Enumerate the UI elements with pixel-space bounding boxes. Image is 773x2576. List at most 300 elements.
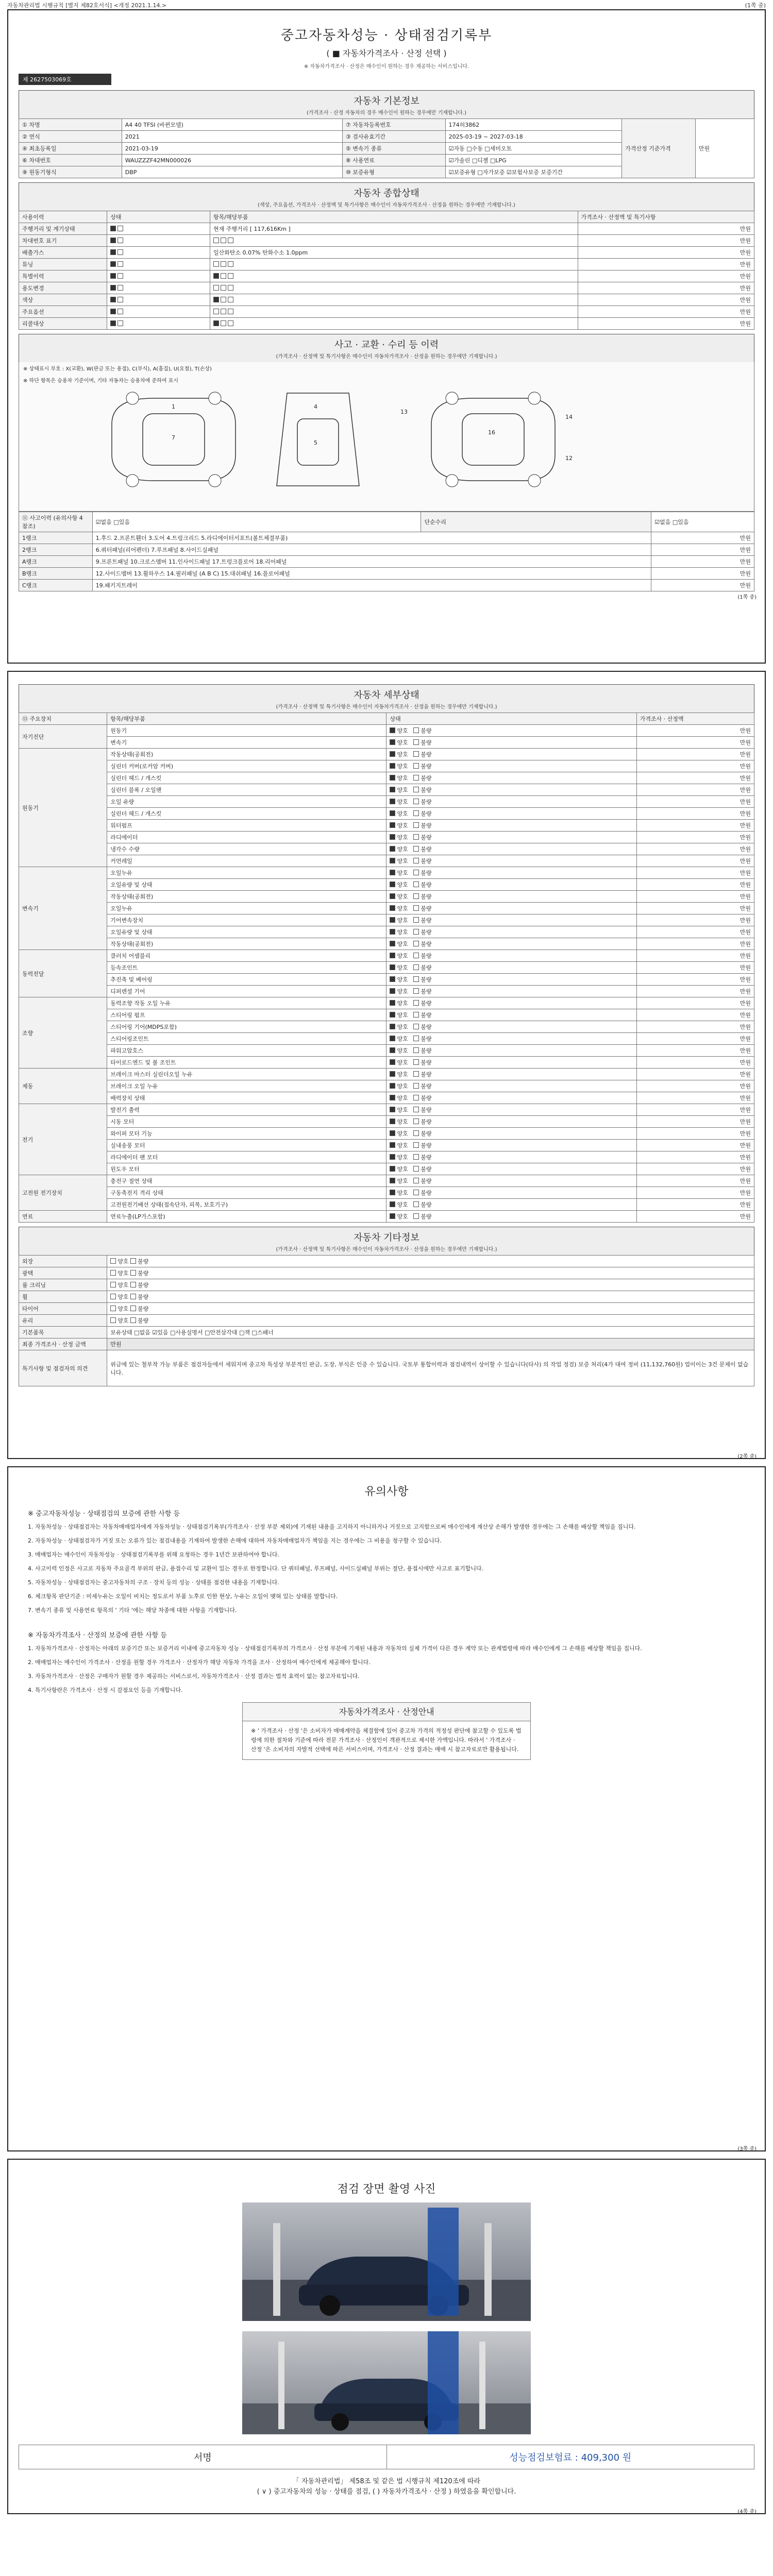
detail-table: [19, 713, 754, 1223]
state-good: 양호: [397, 1166, 408, 1173]
accident-parts: 12.사이드멤버 13.휠하우스 14.필러패널 (A B C) 15.대쉬패널 16.플로어패널: [92, 568, 651, 580]
detail-unit: 만원: [636, 891, 754, 903]
checkbox-icon[interactable]: [413, 941, 419, 946]
checkbox-icon[interactable]: [130, 1270, 136, 1276]
state-bad: 불량: [421, 1047, 432, 1054]
total-label: 최종 가격조사 · 산정 금액: [19, 1338, 107, 1350]
checkbox-icon[interactable]: [390, 846, 395, 852]
checkbox-icon[interactable]: [390, 787, 395, 792]
state-bad: 불량: [138, 1258, 149, 1265]
state-good: 양호: [117, 1282, 129, 1289]
notice-item: 3. 자동차가격조사 · 산정은 구매자가 원할 경우 제공하는 서비스로서, 자동차가격조사 · 산정 결과는 법적 효력이 없는 참고자료입니다.: [28, 1673, 360, 1680]
checkbox-icon[interactable]: [413, 822, 419, 828]
checkbox-icon[interactable]: [390, 763, 395, 769]
checkbox-icon[interactable]: [110, 249, 116, 255]
detail-row: [19, 843, 754, 855]
form-reference: 자동차관리법 시행규칙 [별지 제82호서식] <개정 2021.1.14.>: [7, 2, 167, 9]
state-bad: 불량: [421, 1107, 432, 1113]
checkbox-icon[interactable]: [390, 751, 395, 757]
checkbox-icon[interactable]: [110, 226, 116, 231]
checkbox-icon[interactable]: [110, 1306, 116, 1311]
detail-unit: 만원: [636, 1175, 754, 1187]
checkbox-icon[interactable]: [413, 1083, 419, 1089]
checkbox-icon[interactable]: [413, 1107, 419, 1112]
detail-row: [19, 1104, 754, 1116]
checkbox-icon[interactable]: [228, 297, 233, 302]
detail-item: 와이퍼 모터 기능: [107, 1128, 386, 1140]
checkbox-icon[interactable]: [413, 1118, 419, 1124]
checkbox-icon[interactable]: [390, 799, 395, 804]
detail-row: [19, 974, 754, 986]
checkbox-icon[interactable]: [110, 261, 116, 267]
accident-note: ※ 하단 항목은 승용차 기준이며, 기타 자동차는 승용차에 준하여 표시: [23, 378, 178, 384]
detail-unit: 만원: [636, 1140, 754, 1151]
checkbox-icon[interactable]: [413, 799, 419, 804]
checkbox-icon[interactable]: [110, 285, 116, 291]
checkbox-icon[interactable]: [413, 775, 419, 781]
car-lift-photo-icon: [242, 2331, 531, 2434]
checkbox-icon[interactable]: [390, 976, 395, 982]
checkbox-icon[interactable]: [130, 1282, 136, 1287]
checkbox-icon[interactable]: [390, 858, 395, 863]
checkbox-icon[interactable]: [390, 834, 395, 840]
page-4-number: (4쪽 중): [737, 2509, 757, 2515]
checkbox-icon[interactable]: [413, 1012, 419, 1018]
detail-unit: 만원: [636, 749, 754, 760]
checkbox-icon[interactable]: [213, 320, 219, 326]
checkbox-icon[interactable]: [110, 273, 116, 279]
state-bad: 불량: [421, 858, 432, 865]
detail-row: [19, 1092, 754, 1104]
checkbox-icon[interactable]: [130, 1258, 136, 1264]
checkbox-icon[interactable]: [413, 1036, 419, 1041]
detail-unit: 만원: [636, 796, 754, 808]
state-good: 양호: [397, 739, 408, 746]
checkbox-icon[interactable]: [213, 261, 219, 267]
checkbox-icon[interactable]: [390, 1059, 395, 1065]
checkbox-icon[interactable]: [228, 309, 233, 314]
accident-q2: 단순수리: [421, 512, 651, 532]
basic-value: 2021-03-19: [122, 143, 342, 155]
checkbox-icon[interactable]: [110, 1317, 116, 1323]
detail-unit: 만원: [636, 926, 754, 938]
state-good: 양호: [397, 1012, 408, 1019]
checkbox-icon[interactable]: [413, 1201, 419, 1207]
detail-item: 스티어링 펌프: [107, 1009, 386, 1021]
summary-col-header: 항목/해당부품: [210, 211, 578, 223]
detail-row: [19, 1211, 754, 1223]
checkbox-icon[interactable]: [130, 1317, 136, 1323]
checkbox-icon[interactable]: [413, 1130, 419, 1136]
checkbox-icon[interactable]: [413, 1024, 419, 1029]
checkbox-icon[interactable]: [110, 1282, 116, 1287]
legal-footer: [8, 2469, 765, 2501]
checkbox-icon[interactable]: [110, 238, 116, 243]
accident-rank: A랭크: [19, 556, 93, 568]
detail-unit: 만원: [636, 1021, 754, 1033]
detail-item: 타이로드엔드 및 볼 조인트: [107, 1057, 386, 1069]
state-bad: 불량: [138, 1317, 149, 1324]
detail-item: 발전기 출력: [107, 1104, 386, 1116]
detail-item: 라디에이터: [107, 832, 386, 843]
checkbox-icon[interactable]: [390, 1024, 395, 1029]
checkbox-icon[interactable]: [130, 1294, 136, 1299]
detail-item: 워터펌프: [107, 820, 386, 832]
insurance-fee: 성능점검보험료 : 409,300 원: [386, 2445, 754, 2469]
state-bad: 불량: [138, 1270, 149, 1277]
checkbox-icon[interactable]: [221, 320, 226, 326]
detail-unit: 만원: [636, 1045, 754, 1057]
checkbox-icon[interactable]: [221, 285, 226, 291]
checkbox-icon[interactable]: [390, 822, 395, 828]
state-bad: 불량: [421, 941, 432, 947]
summary-row: [19, 306, 754, 318]
state-bad: 불량: [421, 964, 432, 971]
state-bad: 불량: [421, 1142, 432, 1149]
checkbox-icon[interactable]: [228, 238, 233, 243]
tools-label: 기본품목: [19, 1327, 107, 1338]
checkbox-icon[interactable]: [390, 953, 395, 958]
checkbox-icon[interactable]: [390, 1036, 395, 1041]
checkbox-icon[interactable]: [390, 1130, 395, 1136]
detail-row: [19, 772, 754, 784]
state-good: 양호: [397, 1130, 408, 1137]
checkbox-icon[interactable]: [390, 941, 395, 946]
checkbox-icon[interactable]: [413, 1047, 419, 1053]
detail-col-header: ⑬ 주요장치: [19, 713, 107, 725]
detail-subtitle: (가격조사 · 산정액 및 특기사항은 매수인이 자동차가격조사 · 산정을 원하는 경우에만 기재합니다.): [276, 704, 497, 710]
checkbox-icon[interactable]: [390, 1083, 395, 1089]
price-basis-label: 가격산정 기준가격: [622, 119, 696, 178]
checkbox-icon[interactable]: [221, 273, 226, 279]
checkbox-icon[interactable]: [390, 810, 395, 816]
checkbox-icon[interactable]: [117, 309, 123, 314]
special-label: 특기사항 및 점검자의 의견: [19, 1350, 107, 1386]
checkbox-icon[interactable]: [413, 1154, 419, 1160]
basic-label: ⑦ 자동차등록번호: [342, 119, 445, 131]
detail-item: 작동상태(공회전): [107, 891, 386, 903]
detail-row: [19, 1033, 754, 1045]
checkbox-icon[interactable]: [390, 1190, 395, 1195]
checkbox-icon[interactable]: [390, 905, 395, 911]
other-table: [19, 1255, 754, 1386]
checkbox-icon[interactable]: [117, 238, 123, 243]
checkbox-icon[interactable]: [117, 226, 123, 231]
checkbox-icon[interactable]: [390, 727, 395, 733]
detail-title: 자동차 세부상태: [354, 690, 419, 701]
checkbox-icon[interactable]: [221, 238, 226, 243]
detail-item: 실린더 헤드 / 개스킷: [107, 808, 386, 820]
page-2: [7, 671, 766, 1459]
other-item: 타이어: [19, 1303, 107, 1315]
checkbox-icon[interactable]: [117, 249, 123, 255]
detail-item: 등속조인트: [107, 962, 386, 974]
detail-row: [19, 725, 754, 737]
basic-label: ⑨ 원동기형식: [19, 166, 122, 178]
state-bad: 불량: [421, 1095, 432, 1101]
checkbox-icon[interactable]: [213, 297, 219, 302]
detail-item: 오일유량 및 상태: [107, 879, 386, 891]
checkbox-icon[interactable]: [390, 775, 395, 781]
detail-row: [19, 1057, 754, 1069]
document-subtitle: ( ■ 자동차가격조사 · 산정 선택 ): [326, 48, 447, 58]
price-guide-box: [242, 1702, 531, 1760]
accident-part-row: [19, 532, 754, 544]
other-row: [19, 1315, 754, 1327]
checkbox-icon[interactable]: [390, 929, 395, 935]
checkbox-icon[interactable]: [110, 1270, 116, 1276]
checkbox-icon[interactable]: [390, 1000, 395, 1006]
checkbox-icon[interactable]: [390, 1142, 395, 1148]
checkbox-icon[interactable]: [213, 309, 219, 314]
detail-col-header: 상태: [386, 713, 636, 725]
detail-unit: 만원: [636, 855, 754, 867]
checkbox-icon[interactable]: [390, 1095, 395, 1100]
checkbox-icon[interactable]: [390, 1012, 395, 1018]
emission-value: 일산화탄소 0.07% 탄화수소 1.0ppm: [213, 249, 308, 256]
checkbox-icon[interactable]: [117, 297, 123, 302]
car-outline-icon: [81, 378, 699, 501]
state-bad: 불량: [421, 1012, 432, 1019]
state-good: 양호: [397, 822, 408, 829]
detail-row: [19, 1163, 754, 1175]
checkbox-icon[interactable]: [213, 238, 219, 243]
svg-text:5: 5: [314, 439, 317, 446]
checkbox-icon[interactable]: [213, 273, 219, 279]
summary-item: 튜닝: [19, 259, 107, 270]
basic-label: ⑥ 차대번호: [19, 155, 122, 166]
detail-item: 작동상태(공회전): [107, 938, 386, 950]
checkbox-icon[interactable]: [110, 309, 116, 314]
detail-group: 고전원 전기장치: [19, 1175, 107, 1211]
state-bad: 불량: [138, 1282, 149, 1289]
checkbox-icon[interactable]: [413, 1000, 419, 1006]
checkbox-icon[interactable]: [413, 1142, 419, 1148]
state-bad: 불량: [421, 929, 432, 936]
price-guide-title: 자동차가격조사 · 산정안내: [243, 1703, 530, 1721]
state-good: 양호: [397, 858, 408, 865]
detail-unit: 만원: [636, 879, 754, 891]
basic-label: ① 차명: [19, 119, 122, 131]
accident-rank: 1랭크: [19, 532, 93, 544]
checkbox-icon[interactable]: [413, 1178, 419, 1183]
checkbox-icon[interactable]: [390, 870, 395, 875]
state-bad: 불량: [138, 1306, 149, 1312]
basic-value: ☑보증유형 □자가보증 ☑보험사보증 보증기간: [445, 166, 622, 178]
detail-group: 전기: [19, 1104, 107, 1175]
accident-rank: B랭크: [19, 568, 93, 580]
inspection-photo-1: [242, 2202, 531, 2321]
checkbox-icon[interactable]: [130, 1306, 136, 1311]
checkbox-icon[interactable]: [390, 739, 395, 745]
detail-item: 오일누유: [107, 903, 386, 914]
checkbox-icon[interactable]: [390, 1201, 395, 1207]
state-good: 양호: [397, 1071, 408, 1078]
checkbox-icon[interactable]: [413, 882, 419, 887]
other-item: 휠: [19, 1291, 107, 1303]
checkbox-icon[interactable]: [390, 1178, 395, 1183]
accident-title: 사고 · 교환 · 수리 등 이력: [334, 340, 439, 350]
accident-q1: ⑪ 사고이력 (유의사항 4 참조): [19, 512, 93, 532]
checkbox-icon[interactable]: [413, 787, 419, 792]
car-photo-icon: [242, 2202, 531, 2321]
detail-unit: 만원: [636, 950, 754, 962]
detail-unit: 만원: [636, 784, 754, 796]
checkbox-icon[interactable]: [413, 1059, 419, 1065]
photo-title: 점검 장면 촬영 사진: [337, 2183, 436, 2196]
basic-info-section: [19, 90, 754, 178]
svg-text:4: 4: [314, 403, 317, 410]
checkbox-icon[interactable]: [117, 273, 123, 279]
checkbox-icon[interactable]: [390, 917, 395, 923]
special-value: 위금에 있는 철부착 가능 부품은 점검자들에서 세워지며 중고차 특성상 부분적인 판금, 도장, 부식은 인증 수 있습니다. 국토부 통합이력과 점검내역이 상이할 수 있습니다(타사) 의 작업 정검) 보증 처리(4가 대여 정비 (11,132,760원) 업이이는 3건 문제이 없습니다.: [107, 1350, 754, 1386]
inspection-photo-2: [242, 2331, 531, 2434]
checkbox-icon[interactable]: [413, 870, 419, 875]
state-good: 양호: [397, 834, 408, 841]
detail-row: [19, 737, 754, 749]
state-bad: 불량: [421, 846, 432, 853]
checkbox-icon[interactable]: [390, 1071, 395, 1077]
checkbox-icon[interactable]: [110, 1258, 116, 1264]
summary-title: 자동차 종합상태: [354, 188, 419, 199]
detail-unit: 만원: [636, 1069, 754, 1080]
checkbox-icon[interactable]: [390, 1107, 395, 1112]
basic-info-subtitle: (가격조사 · 산정 자동차의 경우 매수인이 원하는 경우에만 기재합니다.): [306, 110, 467, 116]
other-row: [19, 1256, 754, 1267]
checkbox-icon[interactable]: [413, 953, 419, 958]
detail-row: [19, 1140, 754, 1151]
detail-item: 오일누유: [107, 867, 386, 879]
detail-group: 변속기: [19, 867, 107, 950]
checkbox-icon[interactable]: [413, 929, 419, 935]
checkbox-icon[interactable]: [413, 727, 419, 733]
basic-value: DBP: [122, 166, 342, 178]
checkbox-icon[interactable]: [213, 285, 219, 291]
state-good: 양호: [117, 1294, 129, 1300]
checkbox-icon[interactable]: [413, 917, 419, 923]
checkbox-icon[interactable]: [110, 297, 116, 302]
summary-col-header: 상태: [107, 211, 210, 223]
notice-list-1: [28, 1522, 745, 1615]
checkbox-icon[interactable]: [390, 1047, 395, 1053]
checkbox-icon[interactable]: [117, 285, 123, 291]
detail-unit: 만원: [636, 962, 754, 974]
basic-value: A4 40 TFSI (바뀐모델): [122, 119, 342, 131]
state-good: 양호: [117, 1270, 129, 1277]
checkbox-icon[interactable]: [413, 846, 419, 852]
summary-unit: 만원: [578, 235, 754, 247]
checkbox-icon[interactable]: [390, 1166, 395, 1172]
notice-item: 1. 자동차성능 · 상태점검자는 자동차매매업자에게 자동차성능 · 상태점검기록부(가격조사 · 산정 부분 제외)에 기재된 내용을 고지하지 아니하거나 거짓으로 고지함으로써 매수인에게 재산상 손해가 발생한 경우에는 그 손해를 배상할 책임을 집니다.: [28, 1523, 636, 1530]
detail-row: [19, 926, 754, 938]
checkbox-icon[interactable]: [413, 905, 419, 911]
checkbox-icon[interactable]: [110, 320, 116, 326]
detail-row: [19, 1009, 754, 1021]
checkbox-icon[interactable]: [228, 285, 233, 291]
checkbox-icon[interactable]: [228, 273, 233, 279]
checkbox-icon[interactable]: [413, 1213, 419, 1219]
checkbox-icon[interactable]: [413, 834, 419, 840]
checkbox-icon[interactable]: [221, 309, 226, 314]
checkbox-icon[interactable]: [413, 1190, 419, 1195]
checkbox-icon[interactable]: [390, 893, 395, 899]
summary-unit: 만원: [578, 259, 754, 270]
checkbox-icon[interactable]: [390, 1118, 395, 1124]
checkbox-icon[interactable]: [413, 1166, 419, 1172]
checkbox-icon[interactable]: [413, 739, 419, 745]
accident-unit: 만원: [651, 568, 754, 580]
detail-unit: 만원: [636, 974, 754, 986]
checkbox-icon[interactable]: [117, 261, 123, 267]
state-bad: 불량: [421, 727, 432, 734]
detail-unit: 만원: [636, 1187, 754, 1199]
checkbox-icon[interactable]: [390, 988, 395, 994]
checkbox-icon[interactable]: [390, 1154, 395, 1160]
other-title: 자동차 기타정보: [354, 1232, 419, 1243]
checkbox-icon[interactable]: [228, 261, 233, 267]
checkbox-icon[interactable]: [390, 964, 395, 970]
checkbox-icon[interactable]: [390, 882, 395, 887]
other-row: [19, 1267, 754, 1279]
detail-unit: 만원: [636, 737, 754, 749]
price-basis-unit: 만원: [695, 119, 754, 178]
checkbox-icon[interactable]: [413, 976, 419, 982]
footer-line-1: 「 자동차관리법」 제58조 및 같은 법 시행규칙 제120조에 따라: [292, 2478, 481, 2485]
state-bad: 불량: [421, 1201, 432, 1208]
checkbox-icon[interactable]: [117, 320, 123, 326]
detail-unit: 만원: [636, 1116, 754, 1128]
state-good: 양호: [397, 1213, 408, 1220]
summary-row: [19, 247, 754, 259]
detail-row: [19, 1045, 754, 1057]
detail-unit: 만원: [636, 1211, 754, 1223]
notice-section: [19, 1467, 754, 1770]
checkbox-icon[interactable]: [413, 810, 419, 816]
basic-value: ☑자동 □수동 □세미오토: [445, 143, 622, 155]
detail-group: 원동기: [19, 749, 107, 867]
detail-unit: 만원: [636, 1057, 754, 1069]
notice-item: 3. 매매업자는 매수인이 자동차성능 · 상태점검기록부를 위해 요청하는 경우 1년간 보관하여야 합니다.: [28, 1551, 279, 1558]
checkbox-icon[interactable]: [413, 893, 419, 899]
state-good: 양호: [397, 1154, 408, 1161]
checkbox-icon[interactable]: [413, 751, 419, 757]
accident-part-row: [19, 568, 754, 580]
checkbox-icon[interactable]: [413, 1071, 419, 1077]
checkbox-icon[interactable]: [110, 1294, 116, 1299]
checkbox-icon[interactable]: [413, 988, 419, 994]
checkbox-icon[interactable]: [390, 1213, 395, 1219]
state-good: 양호: [117, 1306, 129, 1312]
svg-text:16: 16: [488, 429, 495, 436]
detail-unit: 만원: [636, 808, 754, 820]
notice-heading-2: ※ 자동차가격조사 · 산정의 보증에 관한 사항 등: [28, 1632, 167, 1639]
page-3: [7, 1466, 766, 2151]
checkbox-icon[interactable]: [413, 964, 419, 970]
checkbox-icon[interactable]: [221, 297, 226, 302]
notice-item: 1. 자동차가격조사 · 산정자는 아래의 보증기간 또는 보증거리 이내에 중고자동차 성능 · 상태점검기록부의 가격조사 · 산정 부분에 기재된 내용과 자동차의 실제 가격이 다른 경우 계약 또는 관계법령에 따라 매수인에게 그 손해를 배상할 책임을 집니다.: [28, 1645, 642, 1652]
checkbox-icon[interactable]: [221, 261, 226, 267]
detail-group: 자기진단: [19, 725, 107, 749]
state-good: 양호: [397, 1107, 408, 1113]
state-good: 양호: [397, 1047, 408, 1054]
checkbox-icon[interactable]: [413, 858, 419, 863]
checkbox-icon[interactable]: [413, 763, 419, 769]
state-good: 양호: [397, 1095, 408, 1101]
checkbox-icon[interactable]: [228, 320, 233, 326]
state-bad: 불량: [421, 1083, 432, 1090]
detail-row: [19, 879, 754, 891]
checkbox-icon[interactable]: [413, 1095, 419, 1100]
